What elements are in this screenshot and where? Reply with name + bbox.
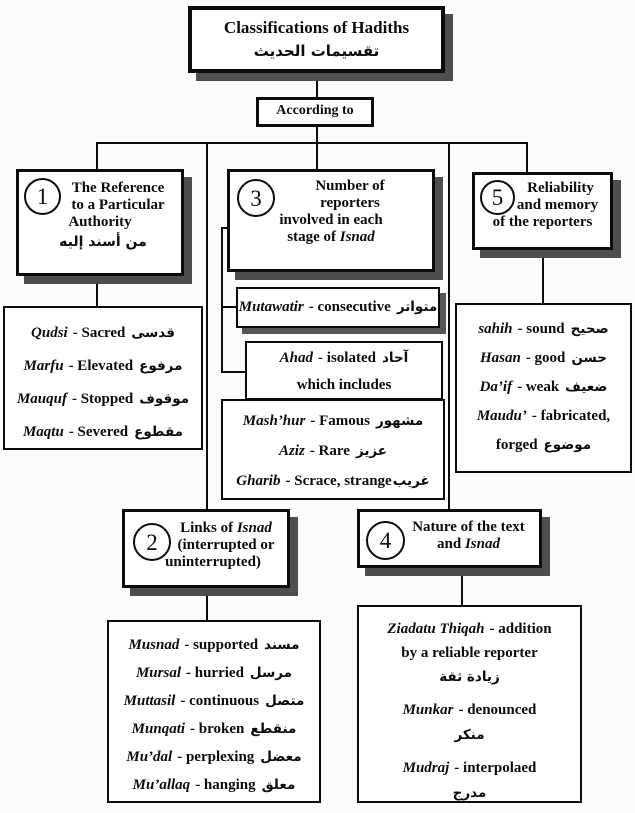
connector-drop-branch4-long [448,143,450,510]
connector-box4-to-list4 [461,567,463,606]
arabic-text: مسند [264,637,300,653]
page-title: Classifications of Hadiths [223,18,410,37]
term-text: sahih [478,321,513,337]
meaning-text: - Sacred [72,325,126,341]
arabic-text: معضل [260,749,302,765]
meaning-text: - Rare [309,443,350,459]
branch-5-title-line2: and memory [516,197,599,213]
term-text: Marfu [23,358,64,374]
meaning-text: - addition [489,621,552,637]
title-text: and [437,536,465,552]
according-to-box [256,97,374,127]
branch-2-title-line3: uninterrupted) [165,554,261,570]
connector-box1-to-list1 [96,275,98,306]
branch-2-title-line2: (interrupted or [177,537,275,553]
connector-drop-branch5 [526,143,528,173]
branch-1-number: 1 [24,178,61,215]
branch-1-list [3,306,203,450]
list-item [5,383,201,416]
branch-4-title-line1: Nature of the text [412,519,525,535]
term-text: Mash’hur [242,413,306,429]
meaning-text: - perplexing [177,749,255,765]
bracket-branch3-mid-tick [221,306,237,308]
term-text: Munkar [402,702,454,718]
branch-4-box [357,509,542,568]
branch-5-box [472,172,613,250]
term-text: Mauquf [16,391,67,407]
arabic-text: زيادة ثقة [439,669,500,685]
branch-2-number: 2 [133,523,171,561]
arabic-text: متصل [265,693,305,709]
meaning-text: - Scrace, strange [285,473,392,489]
branch-5-list [455,303,632,473]
term-text: Gharib [236,473,281,489]
connector-root-to-according [316,73,318,98]
page-title-arabic: تقسيمات الحديث [253,42,380,60]
branch-3-number: 3 [237,179,275,217]
term-text: Aziz [278,443,305,459]
list-item [223,406,443,436]
title-text: Links of [180,520,237,536]
arabic-text: مشهور [375,413,424,429]
branch-1-arabic: من أسند إليه [59,234,147,250]
list-item [457,402,630,431]
term-text: Qudsi [31,325,68,341]
list-item [359,756,580,781]
meaning-text: - sound [517,321,565,337]
ahad-box [245,341,443,400]
arabic-text: حسن [571,350,608,366]
meaning-text: - broken [190,721,245,737]
root-box [188,6,445,73]
list-item [109,631,319,659]
arabic-text: آحاد [381,350,409,366]
branch-3-title-line2: reporters [320,195,380,211]
list-item [359,617,580,641]
meaning-text: - Severed [68,424,129,440]
meaning-text: - hurried [186,665,244,681]
list-item [5,416,201,449]
list-item [457,373,630,402]
isnad-italic-text: Isnad [464,536,500,552]
list-item [223,436,443,466]
term-text: Da’if [479,379,513,395]
arabic-text: منكر [454,727,485,743]
term-text: Ziadatu Thiqah [387,621,485,637]
meaning-text: - Famous [310,413,370,429]
meaning-text: - fabricated, [531,408,611,424]
arabic-text: مقطوع [134,424,184,440]
term-text: Munqati [131,721,186,737]
meaning-text: - denounced [458,702,537,718]
meaning-text: - supported [184,637,259,653]
connector-drop-branch1 [96,143,98,170]
connector-drop-branch3 [316,143,318,170]
branch-4-list [357,605,582,803]
connector-main-horizontal [96,142,528,144]
connector-drop-branch2-long [206,143,208,510]
branch-2-list [107,620,321,803]
list-item [247,343,441,373]
list-item [238,289,438,325]
branch-1-box [16,169,184,276]
list-item [5,350,201,383]
meaning-text: - hanging [195,777,256,793]
arabic-text: متواتر [396,299,438,315]
list-item [359,698,580,723]
arabic-text: غريب [392,473,430,489]
arabic-text: ضعيف [565,379,608,395]
branch-3-box [227,169,435,272]
branch-2-title-line1 [165,520,287,537]
term-text: Maudu’ [476,408,527,424]
term-text: Musnad [128,637,180,653]
list-item [457,315,630,344]
list-item [109,715,319,743]
branch-3-title-line4 [230,229,432,246]
bracket-branch3-bottom-tick [221,371,246,373]
meaning-text: - isolated [318,350,376,366]
arabic-text: مرفوع [139,358,183,374]
arabic-text: مرسل [249,665,293,681]
arabic-text: قدسى [131,325,175,341]
term-text: Maqtu [22,424,64,440]
mutawatir-box [236,287,440,328]
branch-5-number: 5 [480,180,515,215]
branch-2-box [122,509,290,588]
arabic-text: موقوف [139,391,190,407]
meaning-text: - Stopped [71,391,134,407]
according-to-label: According to [276,103,354,118]
list-item [109,771,319,799]
branch-1-title-line2: to a Particular [71,197,165,213]
ahad-sublist [221,399,445,500]
arabic-text: معلق [261,777,296,793]
arabic-text: عزيز [355,443,388,459]
list-item [5,317,201,350]
ahad-subtitle: which includes [296,377,392,393]
meaning-text: - interpolaed [454,760,537,776]
meaning-text: - Elevated [68,358,134,374]
branch-4-number: 4 [366,521,405,560]
arabic-text: منقطع [250,721,297,737]
meaning-text: - continuous [180,693,260,709]
list-item [223,466,443,496]
term-text: Muttasil [123,693,176,709]
branch-5-title-line1: Reliability [527,180,594,196]
term-text: Mu’dal [126,749,173,765]
arabic-text: موضوع [543,437,592,453]
connector-box5-to-list5 [542,249,544,304]
list-item [109,743,319,771]
title-text: stage of [287,229,340,245]
branch-1-title-line1: The Reference [71,180,165,196]
branch-3-title-line1: Number of [315,178,385,194]
term-text: Mursal [135,665,181,681]
term-text: Mudraj [402,760,450,776]
branch-3-title-line3: involved in each [279,212,383,228]
connector-box2-to-list2 [206,587,208,621]
list-item [457,344,630,373]
term-text: Mu’allaq [132,777,191,793]
meaning-text: - good [525,350,566,366]
list-item-wrap-line [457,431,630,460]
term-text: Hasan [479,350,521,366]
term-text: Ahad [279,350,314,366]
branch-4-title-line2 [398,536,539,553]
meaning-text: - consecutive [308,299,391,315]
term-text: Mutawatir [238,299,304,315]
arabic-text: مدرج [452,785,487,801]
branch-1-title-line3: Authority [68,214,132,230]
list-item [109,659,319,687]
isnad-italic-text: Isnad [339,229,375,245]
list-item-line2: by a reliable reporter [401,645,538,661]
meaning-text: - weak [517,379,560,395]
branch-5-title-line3: of the reporters [492,214,593,230]
list-item [109,687,319,715]
meaning-text: forged [495,437,538,453]
isnad-italic-text: Isnad [236,520,272,536]
arabic-text: صحيح [570,321,609,337]
bracket-branch3-vertical [221,227,223,373]
